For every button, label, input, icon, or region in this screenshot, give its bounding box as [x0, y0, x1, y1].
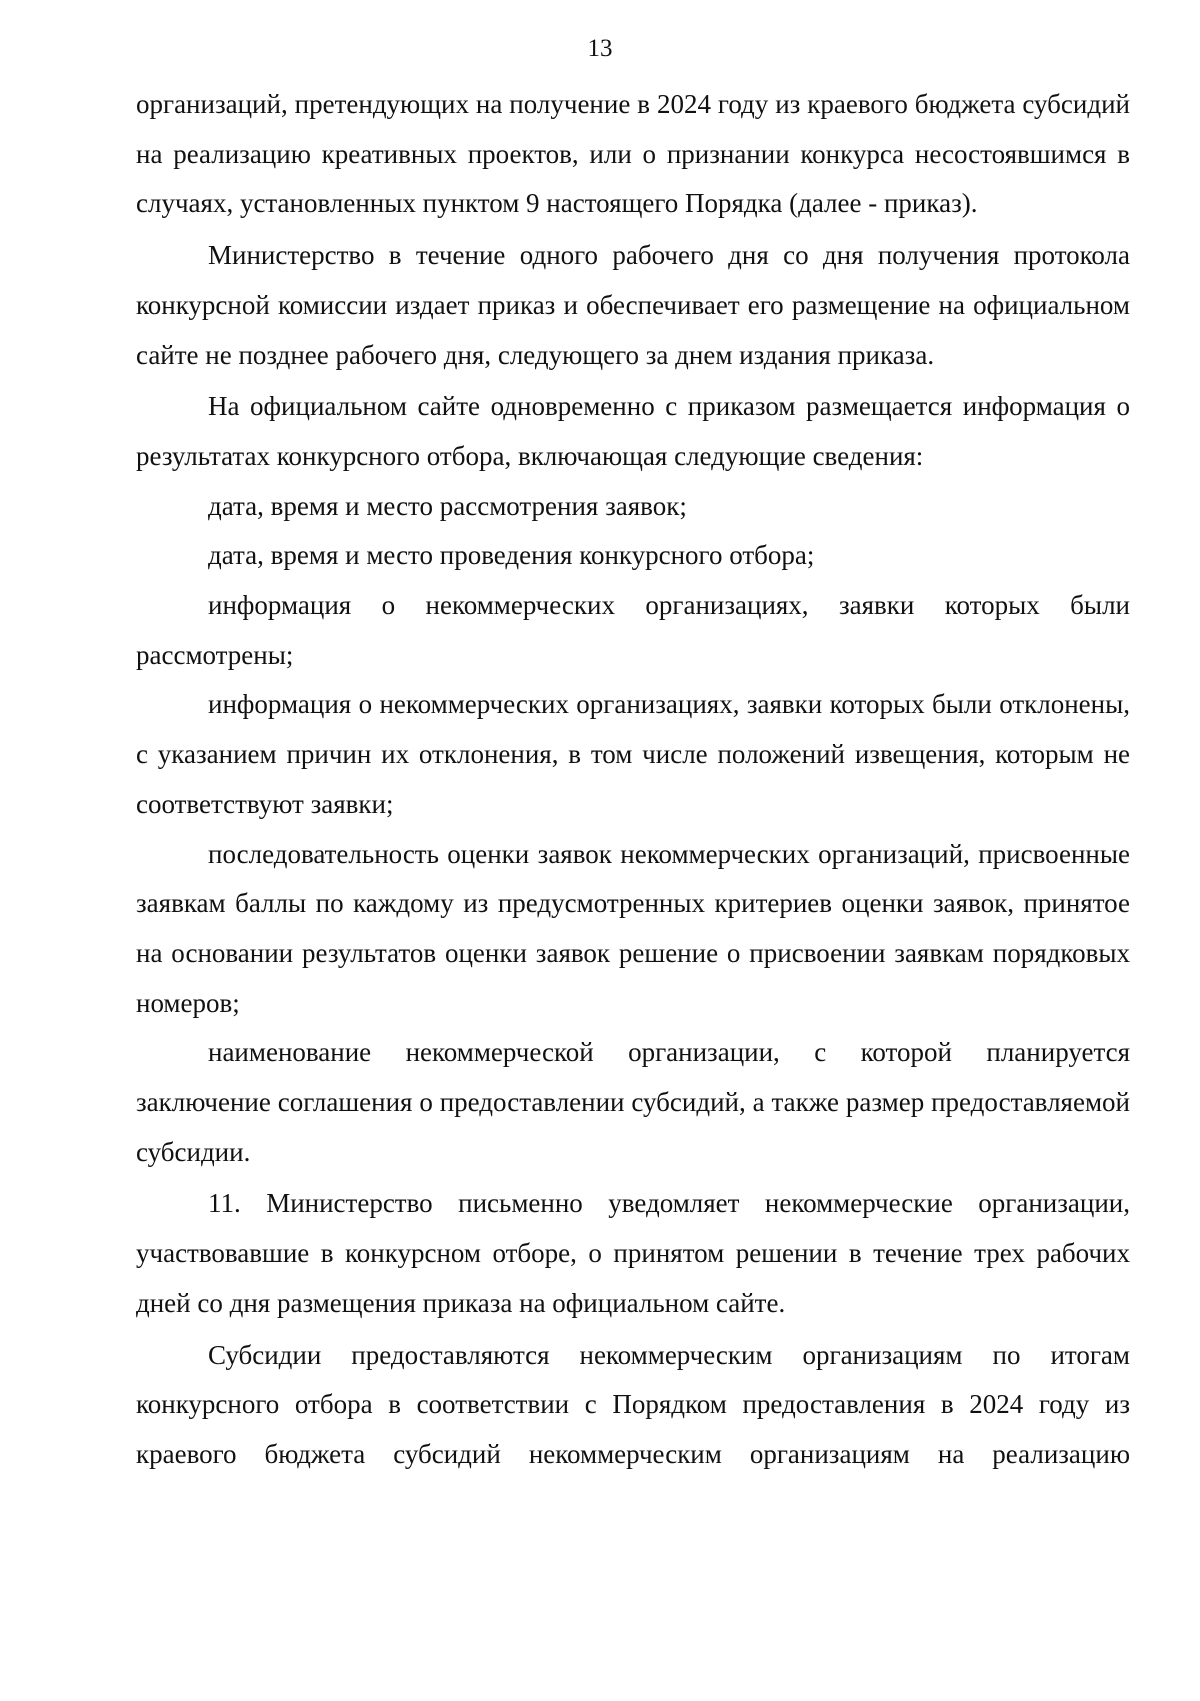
- paragraph-results-info: На официальном сайте одновременно с приказом размещается информация о результатах конкурсного отбора, включающая следующие сведения:: [136, 391, 1130, 471]
- paragraph-subsidies: Субсидии предоставляются некоммерческим организациям по итогам конкурсного отбора в соответствии с Порядком предоставления в 2024 году из краевого бюджета субсидий некоммерческим организациям на реализацию: [136, 1339, 1130, 1469]
- paragraph-ministry-order: Министерство в течение одного рабочего дня со дня получения протокола конкурсной комиссии издает приказ и обеспечивает его размещение на официальном сайте не позднее рабочего дня, следующего за днем издания приказа.: [136, 240, 1130, 370]
- list-item-review-date: дата, время и место рассмотрения заявок;: [208, 490, 687, 521]
- list-item-evaluation-order: последовательность оценки заявок некоммерческих организаций, присвоенные заявкам баллы по каждому из предусмотренных критериев оценки заявок, принятое на основании результатов оценки заявок решение о присвоении заявкам порядковых номеров;: [136, 838, 1130, 1018]
- list-item-reviewed-orgs: информация о некоммерческих организациях, заявки которых были рассмотрены;: [136, 590, 1130, 670]
- list-item-selected-org: наименование некоммерческой организации, с которой планируется заключение соглашения о предоставлении субсидий, а также размер предоставляемой субсидии.: [136, 1037, 1130, 1167]
- list-item-selection-date: дата, время и место проведения конкурсного отбора;: [208, 540, 815, 571]
- page-number: 13: [587, 35, 613, 62]
- paragraph-continuation: организаций, претендующих на получение в 2024 году из краевого бюджета субсидий на реализацию креативных проектов, или о признании конкурса несостоявшимся в случаях, установленных пунктом 9 настоящего Порядка (далее - приказ).: [136, 89, 1130, 219]
- document-body: [136, 80, 1130, 1480]
- list-item-rejected-orgs: информация о некоммерческих организациях, заявки которых были отклонены, с указанием причин их отклонения, в том числе положений извещения, которым не соответствуют заявки;: [136, 689, 1130, 819]
- paragraph-item-11: 11. Министерство письменно уведомляет некоммерческие организации, участвовавшие в конкурсном отборе, о принятом решении в течение трех рабочих дней со дня размещения приказа на официальном сайте.: [136, 1188, 1130, 1318]
